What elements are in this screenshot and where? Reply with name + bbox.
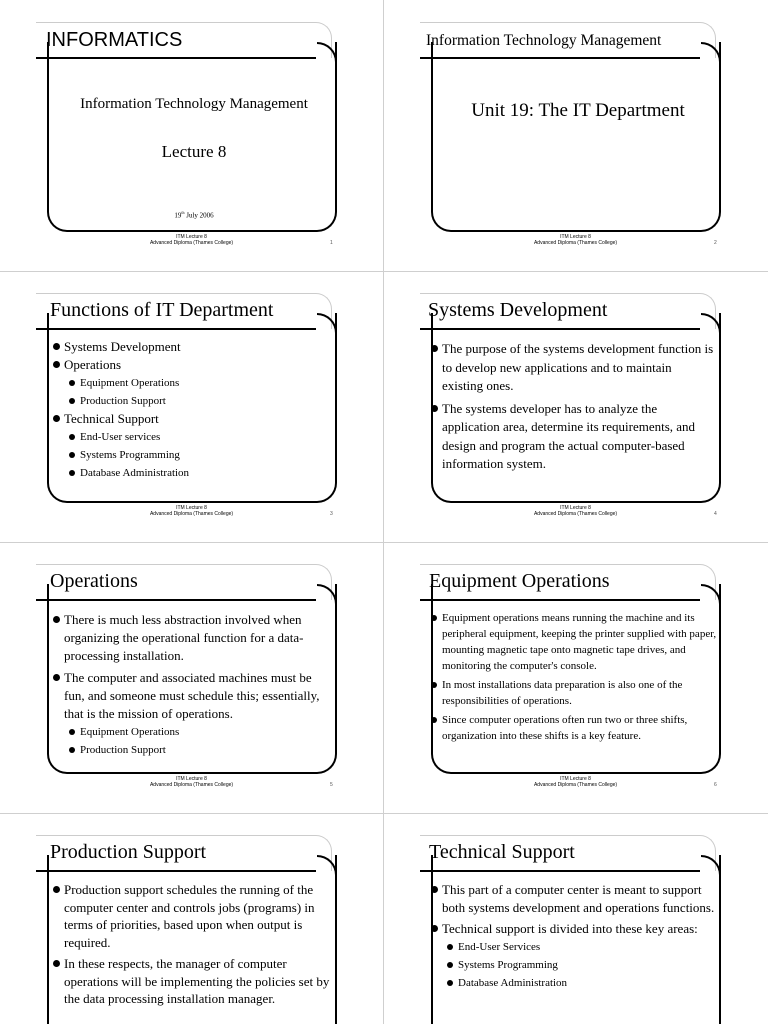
- slide-4: [384, 271, 767, 542]
- page-number: 2: [714, 240, 717, 246]
- list-item: Production Support: [68, 741, 334, 759]
- slide-subtitle: Information Technology Management: [80, 96, 308, 112]
- page-number: 3: [330, 511, 333, 517]
- slide-3: [0, 271, 383, 542]
- slide-title: Equipment Operations: [429, 570, 610, 592]
- slide-title: Technical Support: [429, 841, 575, 863]
- list-item: The computer and associated machines must be fun, and someone must schedule this; essentially, that is the mission of operations.: [52, 669, 334, 723]
- list-item: Production support schedules the running of the computer center and controls jobs (programs) in terms of priorities, based upon when output is required.: [52, 881, 332, 951]
- list-item: Systems Development: [52, 338, 332, 356]
- list-item: Database Administration: [446, 974, 716, 992]
- list-item: The purpose of the systems development function is to develop new applications and to maintain existing ones.: [430, 340, 714, 396]
- slide-title: INFORMATICS: [46, 29, 183, 51]
- list-item: Operations: [52, 356, 332, 374]
- slide-7: [0, 813, 383, 1024]
- slide-title: Systems Development: [428, 299, 608, 321]
- slide-1: [0, 0, 383, 271]
- slide-frame: [431, 42, 721, 232]
- page-number: 1: [330, 240, 333, 246]
- slide-footer: ITM Lecture 8 Advanced Diploma (Thames College): [149, 505, 234, 517]
- list-item: In these respects, the manager of computer operations will be implementing the policies set by the data processing installation manager.: [52, 955, 332, 1008]
- list-item: End-User services: [68, 428, 332, 446]
- slide-2: [384, 0, 767, 271]
- slide-footer: ITM Lecture 8 Advanced Diploma (Thames College): [149, 776, 234, 788]
- page-number: 5: [330, 782, 333, 788]
- list-item: Equipment operations means running the machine and its peripheral equipment, keeping the printer supplied with paper, mounting magnetic tape onto magnetic tape drives, and monitoring the computer's console.: [430, 610, 718, 674]
- slide-title: Production Support: [50, 841, 207, 863]
- list-item: Equipment Operations: [68, 374, 332, 392]
- list-item: Production Support: [68, 392, 332, 410]
- list-item: The systems developer has to analyze the application area, determine its requirements, and design and program the actual computer-based information system.: [430, 400, 714, 474]
- slide-title: Operations: [50, 570, 138, 592]
- list-item: Equipment Operations: [68, 723, 334, 741]
- list-item: This part of a computer center is meant to support both systems development and operations functions.: [430, 881, 716, 916]
- list-item: There is much less abstraction involved when organizing the operational function for a data-processing installation.: [52, 611, 334, 665]
- slide-footer: ITM Lecture 8 Advanced Diploma (Thames College): [533, 505, 618, 517]
- list-item: Database Administration: [68, 464, 332, 482]
- bullet-list: [430, 340, 714, 478]
- bullet-list: [430, 881, 716, 992]
- list-item: Systems Programming: [446, 956, 716, 974]
- slide-title: Information Technology Management: [426, 32, 662, 49]
- slide-5: [0, 542, 383, 813]
- bullet-list: [52, 881, 332, 1012]
- list-item: Technical support is divided into these key areas:: [430, 920, 716, 938]
- lecture-label: Lecture 8: [161, 142, 227, 161]
- list-item: Systems Programming: [68, 446, 332, 464]
- date-label: 19th July 2006: [174, 210, 214, 220]
- list-item: In most installations data preparation is also one of the responsibilities of operations.: [430, 677, 718, 709]
- slide-title: Functions of IT Department: [50, 299, 274, 321]
- slide-footer: ITM Lecture 8 Advanced Diploma (Thames College): [533, 776, 618, 788]
- page-number: 6: [714, 782, 717, 788]
- slide-6: [384, 542, 767, 813]
- bullet-list: [430, 610, 718, 747]
- slide-frame: [47, 42, 337, 232]
- page-number: 4: [714, 511, 717, 517]
- list-item: End-User Services: [446, 938, 716, 956]
- slide-footer: ITM Lecture 8 Advanced Diploma (Thames College): [533, 234, 618, 246]
- slide-8: [384, 813, 767, 1024]
- list-item: Technical Support: [52, 410, 332, 428]
- bullet-list: [52, 611, 334, 759]
- slide-heading: Unit 19: The IT Department: [471, 100, 685, 121]
- list-item: Since computer operations often run two or three shifts, organization into these shifts is a key feature.: [430, 712, 718, 744]
- slide-footer: ITM Lecture 8 Advanced Diploma (Thames College): [149, 234, 234, 246]
- bullet-list: [52, 338, 332, 482]
